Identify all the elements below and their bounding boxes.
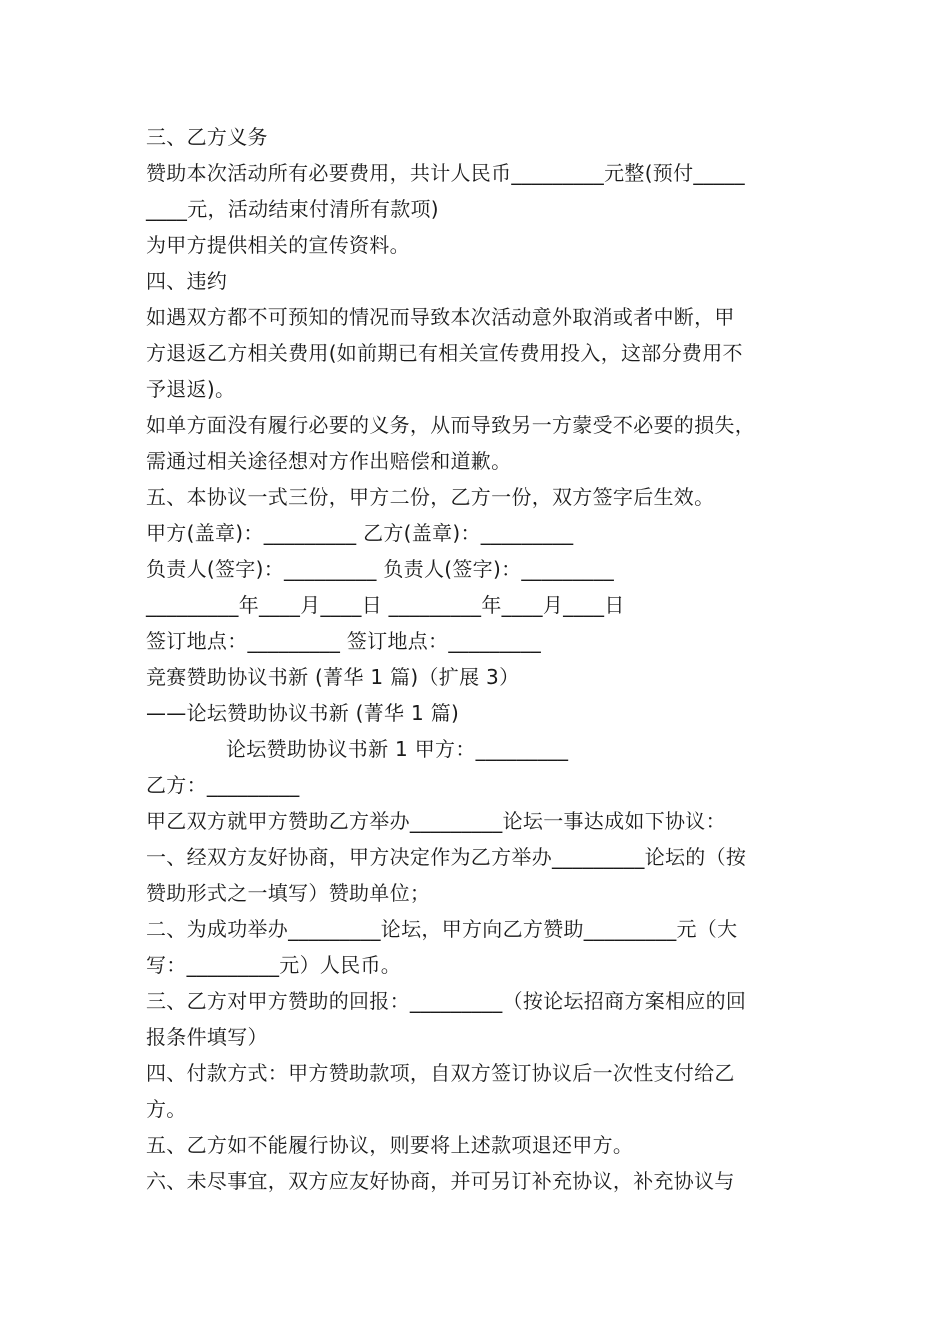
- paragraph-line: 予退返)。: [146, 377, 236, 401]
- paragraph-line: 方退返乙方相关费用(如前期已有相关宣传费用投入，这部分费用不: [146, 341, 743, 365]
- document-subtitle: ——论坛赞助协议书新 (菁华 1 篇): [146, 701, 460, 725]
- signature-line: 甲方(盖章)：_________ 乙方(盖章)：_________: [146, 521, 574, 545]
- paragraph-line: 报条件填写）: [146, 1025, 268, 1049]
- paragraph-line: 如单方面没有履行必要的义务，从而导致另一方蒙受不必要的损失，: [146, 413, 755, 437]
- paragraph-line: 需通过相关途径想对方作出赔偿和道歉。: [146, 449, 512, 473]
- paragraph-line: 赞助形式之一填写）赞助单位；: [146, 881, 431, 905]
- paragraph-line: 六、未尽事宜，双方应友好协商，并可另订补充协议，补充协议与: [146, 1169, 735, 1193]
- paragraph-line: 写：_________元）人民币。: [146, 953, 402, 977]
- paragraph-line: 五、本协议一式三份，甲方二份，乙方一份，双方签字后生效。: [146, 485, 715, 509]
- paragraph-line: 乙方：_________: [146, 773, 300, 797]
- signature-line: 负责人(签字)：_________ 负责人(签字)：_________: [146, 557, 615, 581]
- section-heading: 四、违约: [146, 269, 228, 293]
- paragraph-line: 甲乙双方就甲方赞助乙方举办_________论坛一事达成如下协议：: [146, 809, 726, 833]
- paragraph-line: 二、为成功举办_________论坛，甲方向乙方赞助_________元（大: [146, 917, 738, 941]
- paragraph-line: 论坛赞助协议书新 1 甲方：_________: [226, 737, 569, 761]
- paragraph-line: 赞助本次活动所有必要费用，共计人民币_________元整(预付_____: [146, 161, 745, 185]
- paragraph-line: 一、经双方友好协商，甲方决定作为乙方举办_________论坛的（按: [146, 845, 747, 869]
- paragraph-line: 方。: [146, 1097, 187, 1121]
- paragraph-line: 三、乙方对甲方赞助的回报：_________（按论坛招商方案相应的回: [146, 989, 747, 1013]
- document-title: 竞赛赞助协议书新 (菁华 1 篇)（扩展 3）: [146, 665, 520, 689]
- date-line: _________年____月____日 _________年____月____日: [146, 593, 625, 617]
- signature-line: 签订地点：_________ 签订地点：_________: [146, 629, 542, 653]
- paragraph-line: 五、乙方如不能履行协议，则要将上述款项退还甲方。: [146, 1133, 634, 1157]
- paragraph-line: 为甲方提供相关的宣传资料。: [146, 233, 410, 257]
- paragraph-line: ____元，活动结束付清所有款项): [146, 197, 439, 221]
- section-heading: 三、乙方义务: [146, 125, 268, 149]
- paragraph-line: 如遇双方都不可预知的情况而导致本次活动意外取消或者中断，甲: [146, 305, 735, 329]
- paragraph-line: 四、付款方式：甲方赞助款项，自双方签订协议后一次性支付给乙: [146, 1061, 735, 1085]
